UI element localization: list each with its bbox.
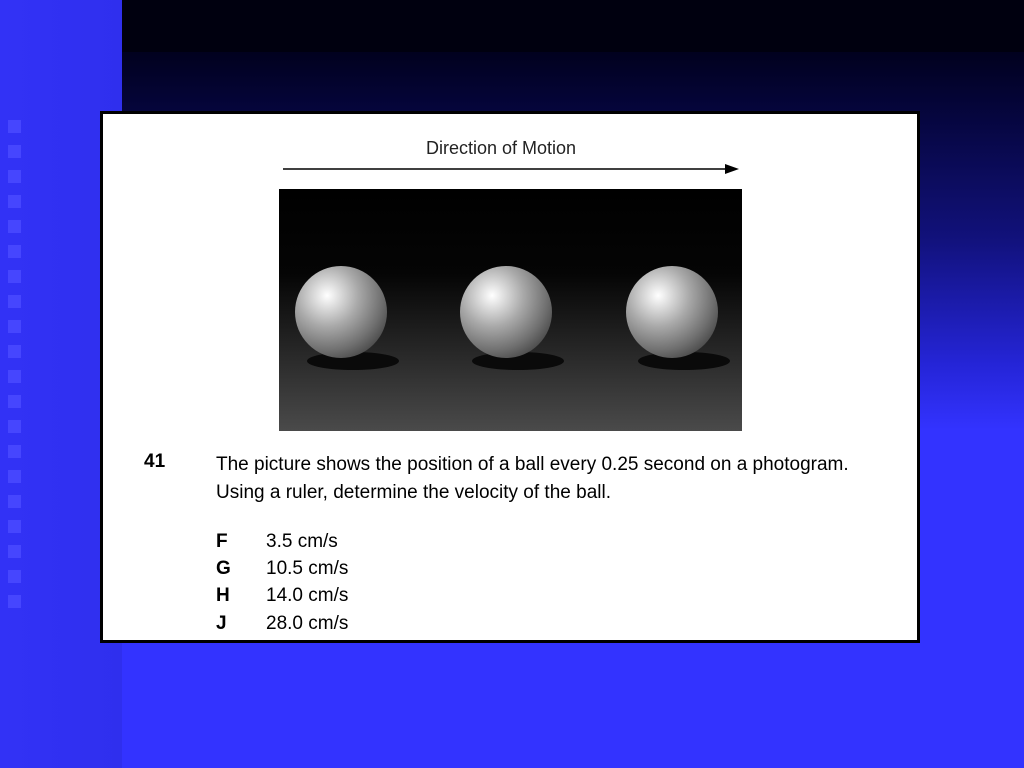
decorative-square [8, 195, 21, 208]
decorative-squares-column [8, 120, 28, 620]
option-value: 10.5 cm/s [266, 558, 349, 579]
option-letter: J [216, 613, 227, 634]
ball-photogram [279, 189, 742, 431]
decorative-square [8, 220, 21, 233]
decorative-square [8, 370, 21, 383]
option-value: 14.0 cm/s [266, 585, 349, 606]
top-dark-band [122, 0, 1024, 52]
question-number: 41 [144, 451, 166, 472]
motion-arrow-icon [283, 162, 743, 176]
direction-of-motion-label: Direction of Motion [426, 138, 577, 158]
option-value: 3.5 cm/s [266, 531, 338, 552]
decorative-square [8, 245, 21, 258]
decorative-square [8, 470, 21, 483]
decorative-square [8, 495, 21, 508]
decorative-square [8, 320, 21, 333]
decorative-square [8, 595, 21, 608]
decorative-square [8, 570, 21, 583]
decorative-square [8, 270, 21, 283]
decorative-square [8, 295, 21, 308]
decorative-square [8, 145, 21, 158]
answer-option-j[interactable] [216, 613, 348, 635]
ball-2 [460, 266, 564, 370]
answer-option-h[interactable] [216, 585, 348, 607]
option-value: 28.0 cm/s [266, 613, 349, 634]
decorative-square [8, 120, 21, 133]
answer-option-g[interactable] [216, 558, 348, 580]
option-letter: H [216, 585, 230, 606]
ball-3 [626, 266, 730, 370]
decorative-square [8, 395, 21, 408]
decorative-square [8, 170, 21, 183]
question-text: The picture shows the position of a ball every 0.25 second on a photogram. Using a ruler, determine the velocity of the ball. [216, 454, 849, 503]
decorative-square [8, 420, 21, 433]
answer-option-f[interactable] [216, 531, 338, 553]
decorative-square [8, 545, 21, 558]
decorative-square [8, 345, 21, 358]
decorative-square [8, 445, 21, 458]
decorative-square [8, 520, 21, 533]
option-letter: G [216, 558, 231, 579]
option-letter: F [216, 531, 228, 552]
ball-1 [295, 266, 399, 370]
